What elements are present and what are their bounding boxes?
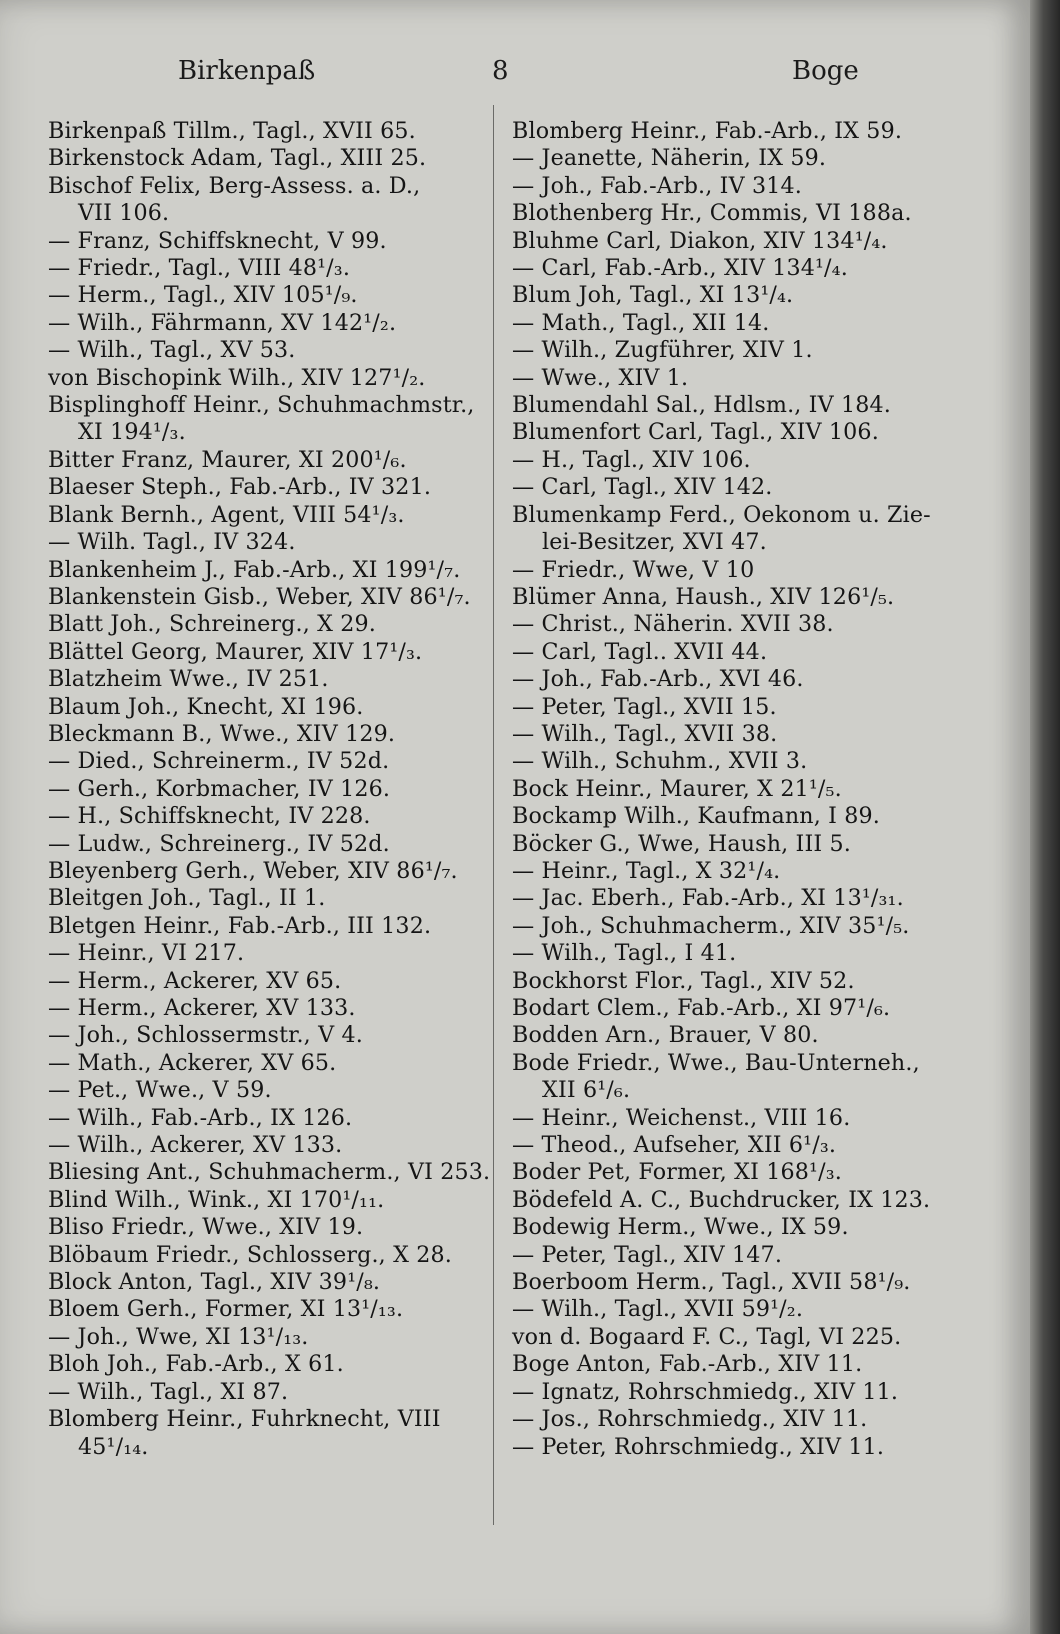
directory-entry: Blaeser Steph., Fab.-Arb., IV 321. bbox=[48, 474, 432, 501]
directory-entry: von Bischopink Wilh., XIV 127¹/₂. bbox=[48, 364, 426, 391]
directory-entry: Blättel Georg, Maurer, XIV 17¹/₃. bbox=[48, 638, 423, 665]
directory-entry: VII 106. bbox=[78, 200, 170, 227]
directory-entry: Boge Anton, Fab.-Arb., XIV 11. bbox=[512, 1351, 863, 1378]
directory-entry: XII 6¹/₆. bbox=[542, 1077, 631, 1104]
directory-entry: — Ignatz, Rohrschmiedg., XIV 11. bbox=[512, 1378, 899, 1405]
directory-entry: Bitter Franz, Maurer, XI 200¹/₆. bbox=[48, 446, 407, 473]
directory-entry: — Ludw., Schreinerg., IV 52d. bbox=[48, 830, 390, 857]
directory-entry: Birkenpaß Tillm., Tagl., XVII 65. bbox=[48, 118, 416, 144]
directory-entry: — Joh., Schuhmacherm., XIV 35¹/₅. bbox=[512, 912, 910, 939]
directory-entry: — Friedr., Wwe, V 10 bbox=[512, 556, 755, 583]
directory-entry: Bliso Friedr., Wwe., XIV 19. bbox=[48, 1214, 364, 1241]
directory-entry: — Christ., Näherin. XVII 38. bbox=[512, 611, 834, 638]
directory-entry: Blank Bernh., Agent, VIII 54¹/₃. bbox=[48, 501, 405, 528]
directory-entry: — Wilh., Zugführer, XIV 1. bbox=[512, 337, 813, 364]
directory-entry: Bode Friedr., Wwe., Bau-Unterneh., bbox=[512, 1049, 920, 1076]
directory-entry: — Herm., Ackerer, XV 133. bbox=[48, 995, 356, 1021]
directory-entry: Blatt Joh., Schreinerg., X 29. bbox=[48, 611, 376, 638]
header-left-keyword: Birkenpaß bbox=[178, 56, 316, 86]
directory-entry: Bockamp Wilh., Kaufmann, I 89. bbox=[512, 803, 880, 830]
directory-entry: Böcker G., Wwe, Haush, III 5. bbox=[512, 830, 851, 857]
directory-entry: Blatzheim Wwe., IV 251. bbox=[48, 666, 329, 693]
directory-entry: — Peter, Tagl., XVII 15. bbox=[512, 693, 777, 720]
directory-entry: Blümer Anna, Haush., XIV 126¹/₅. bbox=[512, 583, 895, 610]
directory-entry: — Pet., Wwe., V 59. bbox=[48, 1077, 272, 1104]
directory-entry: — Wilh., Tagl., XVII 38. bbox=[512, 720, 778, 747]
right-column bbox=[512, 118, 944, 1461]
directory-entry: von d. Bogaard F. C., Tagl, VI 225. bbox=[512, 1323, 902, 1350]
column-divider bbox=[493, 105, 494, 1525]
page-header bbox=[50, 56, 960, 96]
directory-entry: Blumenfort Carl, Tagl., XIV 106. bbox=[512, 419, 879, 446]
directory-entry: — Joh., Wwe, XI 13¹/₁₃. bbox=[48, 1323, 309, 1350]
directory-entry: — Wilh., Schuhm., XVII 3. bbox=[512, 748, 808, 775]
directory-entry: Boder Pet, Former, XI 168¹/₃. bbox=[512, 1159, 842, 1186]
directory-entry: Bleyenberg Gerh., Weber, XIV 86¹/₇. bbox=[48, 857, 458, 884]
directory-entry: — Wilh., Tagl., XI 87. bbox=[48, 1378, 289, 1405]
directory-entry: 45¹/₁₄. bbox=[78, 1433, 149, 1460]
directory-entry: — Theod., Aufseher, XII 6¹/₃. bbox=[512, 1132, 837, 1159]
directory-entry: Blankenheim J., Fab.-Arb., XI 199¹/₇. bbox=[48, 556, 461, 583]
directory-entry: lei-Besitzer, XVI 47. bbox=[542, 529, 767, 556]
directory-entry: Bock Heinr., Maurer, X 21¹/₅. bbox=[512, 775, 842, 802]
directory-entry: — Jac. Eberh., Fab.-Arb., XI 13¹/₃₁. bbox=[512, 885, 904, 912]
directory-entry: — Heinr., Weichenst., VIII 16. bbox=[512, 1104, 851, 1131]
directory-entry: — Joh., Schlossermstr., V 4. bbox=[48, 1022, 363, 1049]
directory-entry: — Franz, Schiffsknecht, V 99. bbox=[48, 227, 387, 254]
directory-entry: — Gerh., Korbmacher, IV 126. bbox=[48, 775, 391, 802]
directory-entry: Blumendahl Sal., Hdlsm., IV 184. bbox=[512, 392, 891, 419]
directory-entry: — Wilh., Tagl., I 41. bbox=[512, 940, 737, 967]
directory-entry: Blumenkamp Ferd., Oekonom u. Zie- bbox=[512, 501, 931, 528]
directory-entry: — Wilh. Tagl., IV 324. bbox=[48, 529, 296, 556]
directory-entry: Bletgen Heinr., Fab.-Arb., III 132. bbox=[48, 912, 432, 939]
directory-entry: Block Anton, Tagl., XIV 39¹/₈. bbox=[48, 1269, 381, 1296]
page-edge-shadow bbox=[1030, 0, 1060, 1634]
directory-entry: — Friedr., Tagl., VIII 48¹/₃. bbox=[48, 255, 351, 282]
directory-entry: — Heinr., VI 217. bbox=[48, 940, 245, 967]
directory-entry: Bodewig Herm., Wwe., IX 59. bbox=[512, 1214, 849, 1241]
directory-entry: — Wilh., Ackerer, XV 133. bbox=[48, 1132, 343, 1159]
directory-entry: Blaum Joh., Knecht, XI 196. bbox=[48, 693, 364, 720]
directory-entry: — Wilh., Tagl., XV 53. bbox=[48, 337, 296, 364]
directory-entry: — Herm., Ackerer, XV 65. bbox=[48, 967, 342, 994]
directory-entry: Blankenstein Gisb., Weber, XIV 86¹/₇. bbox=[48, 583, 471, 610]
page-number: 8 bbox=[492, 56, 509, 86]
directory-entry: Blum Joh, Tagl., XI 13¹/₄. bbox=[512, 282, 794, 309]
directory-entry: — Wwe., XIV 1. bbox=[512, 364, 689, 391]
directory-entry: — Wilh., Tagl., XVII 59¹/₂. bbox=[512, 1296, 804, 1323]
directory-entry: — Wilh., Fährmann, XV 142¹/₂. bbox=[48, 309, 397, 336]
directory-entry: — Carl, Tagl., XIV 142. bbox=[512, 474, 773, 501]
directory-entry: — Died., Schreinerm., IV 52d. bbox=[48, 748, 390, 775]
directory-entry: Blothenberg Hr., Commis, VI 188a. bbox=[512, 200, 912, 227]
directory-entry: — Math., Ackerer, XV 65. bbox=[48, 1049, 337, 1076]
directory-entry: Bloem Gerh., Former, XI 13¹/₁₃. bbox=[48, 1296, 404, 1323]
directory-entry: Bödefeld A. C., Buchdrucker, IX 123. bbox=[512, 1186, 931, 1213]
directory-entry: Bloh Joh., Fab.-Arb., X 61. bbox=[48, 1351, 344, 1378]
directory-entry: — Peter, Rohrschmiedg., XIV 11. bbox=[512, 1433, 885, 1460]
left-column bbox=[48, 118, 491, 1461]
header-right-keyword: Boge bbox=[792, 56, 859, 86]
directory-entry: Bleckmann B., Wwe., XIV 129. bbox=[48, 720, 396, 747]
directory-entry: Birkenstock Adam, Tagl., XIII 25. bbox=[48, 145, 427, 172]
directory-entry: — H., Schiffsknecht, IV 228. bbox=[48, 803, 371, 830]
directory-entry: Bischof Felix, Berg-Assess. a. D., bbox=[48, 172, 421, 199]
directory-entry: — Wilh., Fab.-Arb., IX 126. bbox=[48, 1104, 353, 1131]
directory-entry: Bockhorst Flor., Tagl., XIV 52. bbox=[512, 967, 855, 994]
directory-entry: Blind Wilh., Wink., XI 170¹/₁₁. bbox=[48, 1186, 385, 1213]
directory-entry: — Joh., Fab.-Arb., XVI 46. bbox=[512, 666, 804, 693]
directory-entry: Bleitgen Joh., Tagl., II 1. bbox=[48, 885, 326, 912]
directory-entry: — Peter, Tagl., XIV 147. bbox=[512, 1241, 783, 1268]
directory-entry: — Jeanette, Näherin, IX 59. bbox=[512, 145, 827, 172]
directory-entry: — H., Tagl., XIV 106. bbox=[512, 446, 751, 473]
directory-entry: Bluhme Carl, Diakon, XIV 134¹/₄. bbox=[512, 227, 888, 254]
directory-entry: Bodden Arn., Brauer, V 80. bbox=[512, 1022, 819, 1049]
directory-entry: — Heinr., Tagl., X 32¹/₄. bbox=[512, 857, 781, 884]
directory-entry: — Joh., Fab.-Arb., IV 314. bbox=[512, 172, 802, 199]
directory-entry: Blöbaum Friedr., Schlosserg., X 28. bbox=[48, 1241, 452, 1268]
directory-entry: Bliesing Ant., Schuhmacherm., VI 253. bbox=[48, 1159, 491, 1186]
directory-entry: — Herm., Tagl., XIV 105¹/₉. bbox=[48, 282, 358, 309]
directory-entry: Bisplinghoff Heinr., Schuhmachmstr., bbox=[48, 392, 475, 419]
directory-entry: — Jos., Rohrschmiedg., XIV 11. bbox=[512, 1406, 868, 1433]
directory-entry: Bodart Clem., Fab.-Arb., XI 97¹/₆. bbox=[512, 995, 891, 1021]
directory-entry: XI 194¹/₃. bbox=[78, 419, 186, 446]
directory-entry: Blomberg Heinr., Fuhrknecht, VIII bbox=[48, 1406, 441, 1433]
directory-entry: — Math., Tagl., XII 14. bbox=[512, 309, 770, 336]
directory-entry: — Carl, Fab.-Arb., XIV 134¹/₄. bbox=[512, 255, 848, 282]
directory-entry: Blomberg Heinr., Fab.-Arb., IX 59. bbox=[512, 118, 903, 144]
directory-entry: Boerboom Herm., Tagl., XVII 58¹/₉. bbox=[512, 1269, 911, 1296]
directory-entry: — Carl, Tagl.. XVII 44. bbox=[512, 638, 768, 665]
